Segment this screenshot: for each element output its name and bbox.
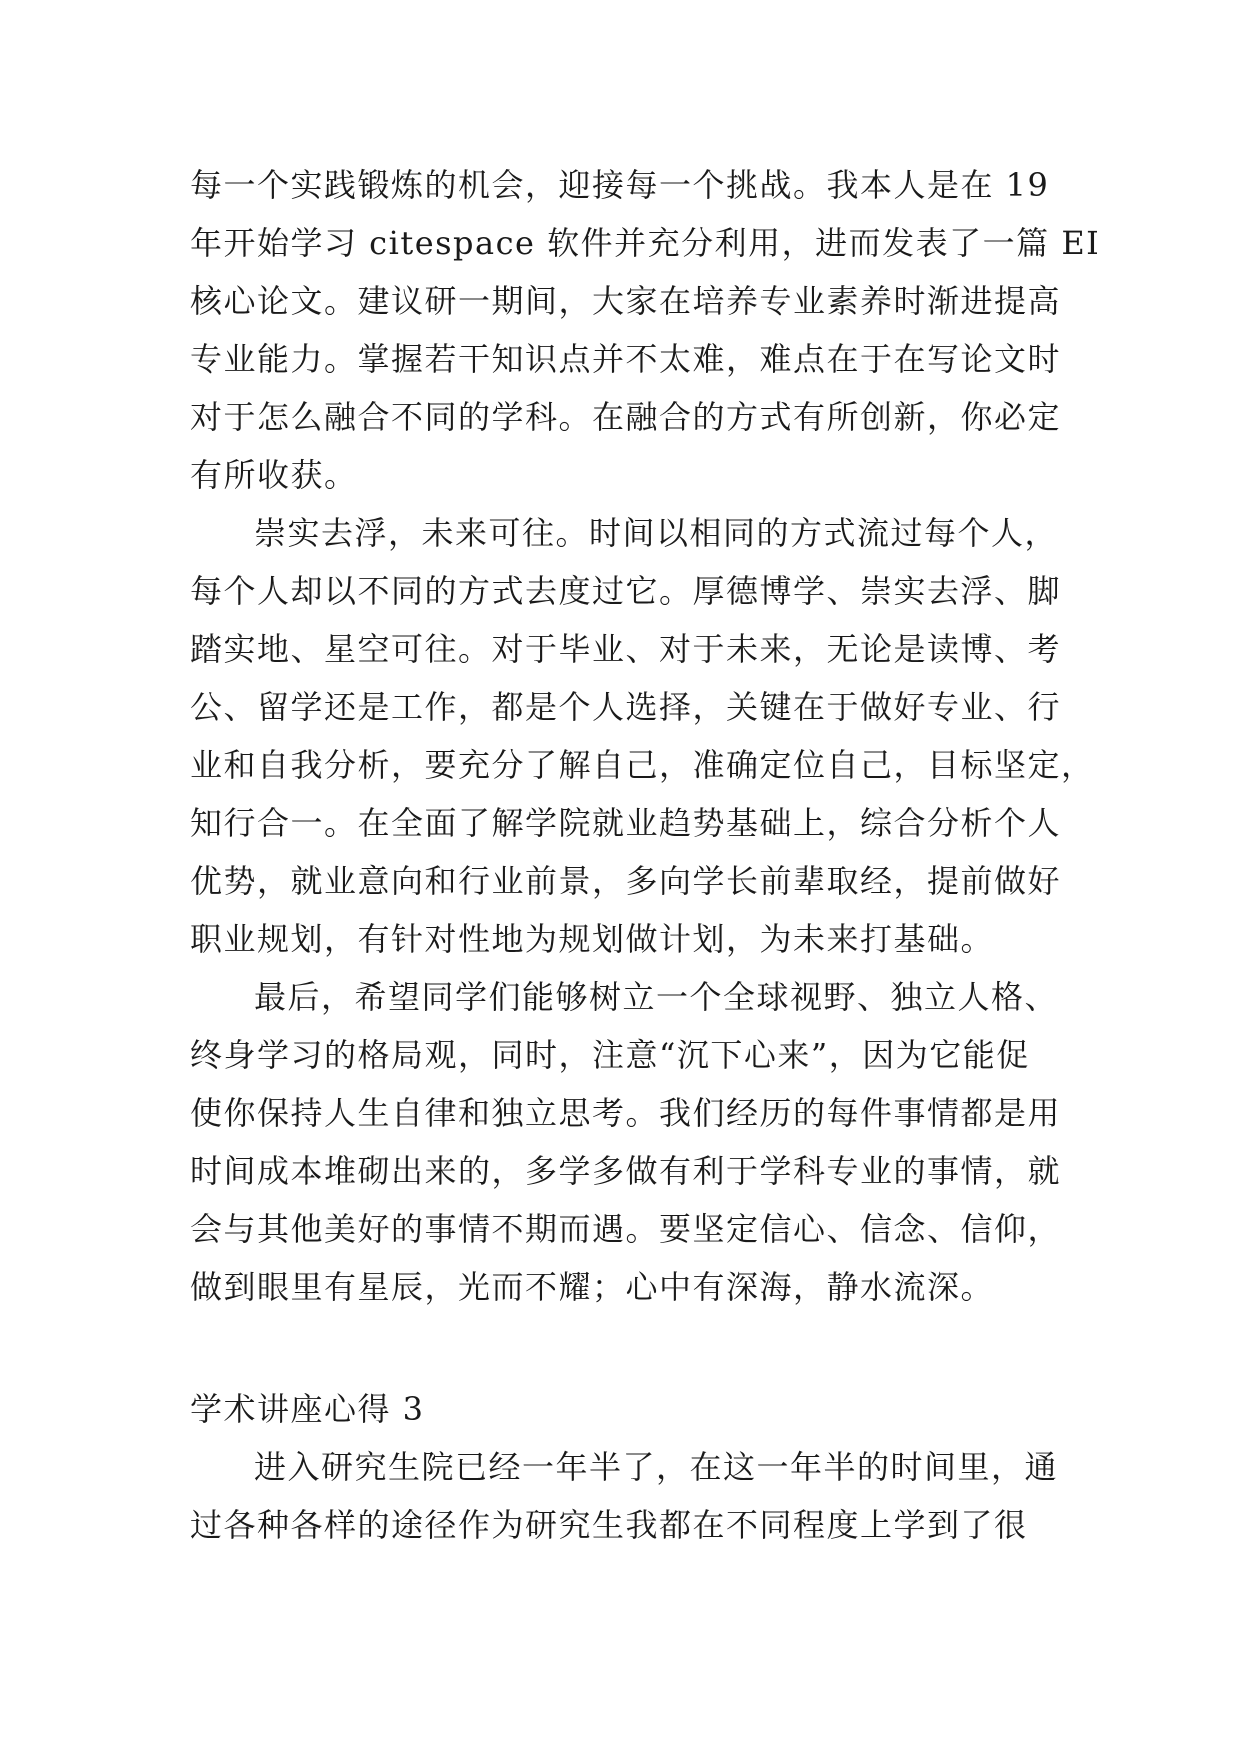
text-line: 每个人却以不同的方式去度过它。厚德博学、崇实去浮、脚 [190, 572, 1062, 610]
paragraph-first-line: 崇实去浮，未来可往。时间以相同的方式流过每个人， [254, 514, 1059, 552]
text-line: 踏实地、星空可往。对于毕业、对于未来，无论是读博、考 [190, 630, 1062, 668]
document-body [190, 156, 1101, 1554]
text-line: 知行合一。在全面了解学院就业趋势基础上，综合分析个人 [190, 804, 1062, 842]
text-line: 年开始学习 citespace 软件并充分利用，进而发表了一篇 EI [190, 224, 1101, 262]
paragraph-first-line: 最后，希望同学们能够树立一个全球视野、独立人格、 [254, 978, 1059, 1016]
text-line: 过各种各样的途径作为研究生我都在不同程度上学到了很 [190, 1506, 1028, 1544]
text-line: 专业能力。掌握若干知识点并不太难，难点在于在写论文时 [190, 340, 1062, 378]
text-line: 职业规划，有针对性地为规划做计划，为未来打基础。 [190, 920, 995, 958]
text-line: 使你保持人生自律和独立思考。我们经历的每件事情都是用 [190, 1094, 1062, 1132]
section-heading: 学术讲座心得 3 [190, 1390, 425, 1428]
text-line: 终身学习的格局观，同时，注意“沉下心来”，因为它能促 [190, 1036, 1030, 1074]
text-line: 有所收获。 [190, 456, 358, 494]
text-line: 会与其他美好的事情不期而遇。要坚定信心、信念、信仰， [190, 1210, 1062, 1248]
text-line: 时间成本堆砌出来的，多学多做有利于学科专业的事情，就 [190, 1152, 1062, 1190]
text-line: 业和自我分析，要充分了解自己，准确定位自己，目标坚定， [190, 746, 1095, 784]
text-line: 公、留学还是工作，都是个人选择，关键在于做好专业、行 [190, 688, 1062, 726]
text-line: 核心论文。建议研一期间，大家在培养专业素养时渐进提高 [190, 282, 1062, 320]
text-line: 每一个实践锻炼的机会，迎接每一个挑战。我本人是在 19 [190, 166, 1050, 204]
paragraph-first-line: 进入研究生院已经一年半了，在这一年半的时间里，通 [254, 1448, 1059, 1486]
text-line: 对于怎么融合不同的学科。在融合的方式有所创新，你必定 [190, 398, 1062, 436]
text-line: 做到眼里有星辰，光而不耀；心中有深海，静水流深。 [190, 1268, 995, 1306]
text-line: 优势，就业意向和行业前景，多向学长前辈取经，提前做好 [190, 862, 1062, 900]
section-spacer [190, 1316, 1060, 1380]
